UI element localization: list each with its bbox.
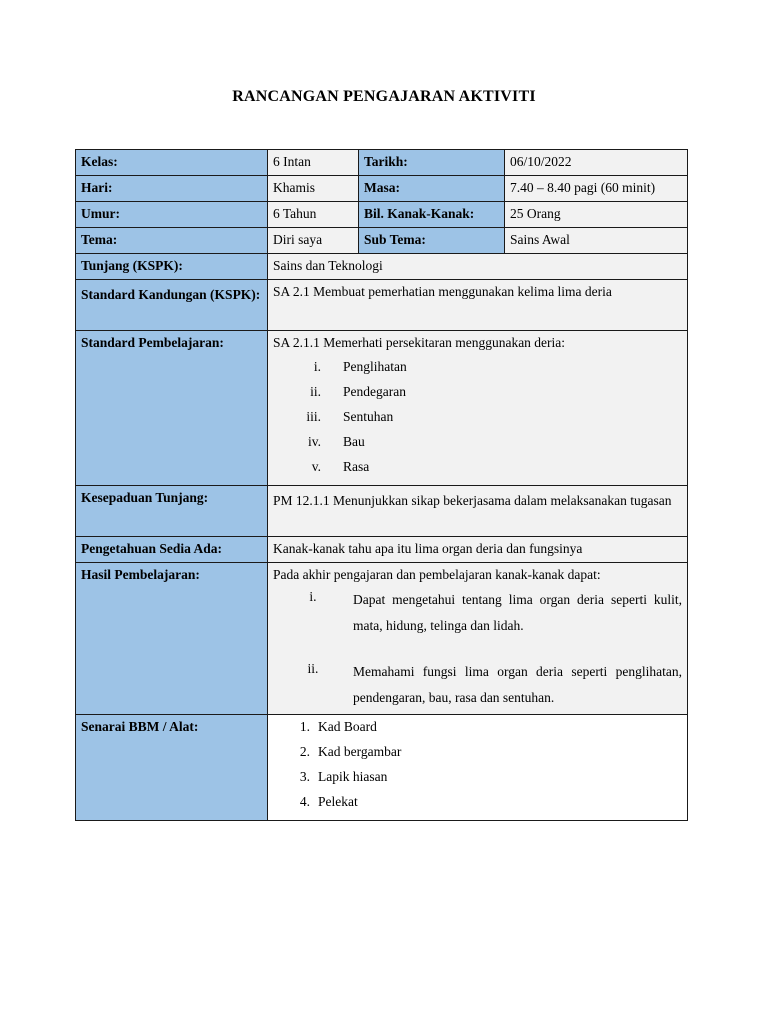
list-item-number: v. xyxy=(311,459,321,474)
list-item-number: ii. xyxy=(310,384,321,399)
bbm-list xyxy=(273,717,682,817)
list-item-text: Lapik hiasan xyxy=(318,769,388,784)
umur-value: 6 Tahun xyxy=(268,202,359,228)
standard-pembelajaran-value xyxy=(268,331,688,486)
list-item-text: Penglihatan xyxy=(343,359,407,374)
standard-pembelajaran-label: Standard Pembelajaran: xyxy=(76,331,268,486)
bil-kanak-label: Bil. Kanak-Kanak: xyxy=(359,202,505,228)
list-item xyxy=(273,382,682,407)
list-item-text: Kad Board xyxy=(318,719,377,734)
list-item-number: iv. xyxy=(308,434,321,449)
list-item-text: Memahami fungsi lima organ deria seperti penglihatan, pendengaran, bau, rasa dan sentuhan. xyxy=(353,664,682,705)
hasil-pembelajaran-value xyxy=(268,563,688,715)
umur-label: Umur: xyxy=(76,202,268,228)
lesson-plan-table xyxy=(75,149,688,821)
hasil-pembelajaran-label: Hasil Pembelajaran: xyxy=(76,563,268,715)
table-row xyxy=(76,176,688,202)
list-item-number: i. xyxy=(313,359,321,374)
list-item-number: 2. xyxy=(299,744,310,759)
tunjang-value: Sains dan Teknologi xyxy=(268,254,688,280)
table-row xyxy=(76,715,688,821)
senarai-bbm-value xyxy=(268,715,688,821)
list-item-text: Sentuhan xyxy=(343,409,394,424)
list-item-text: Bau xyxy=(343,434,365,449)
hari-label: Hari: xyxy=(76,176,268,202)
list-item-text: Kad bergambar xyxy=(318,744,402,759)
list-item-text: Pelekat xyxy=(318,794,358,809)
list-item xyxy=(273,792,682,817)
list-item-number: 3. xyxy=(299,769,310,784)
list-item xyxy=(273,457,682,482)
tarikh-label: Tarikh: xyxy=(359,150,505,176)
table-row xyxy=(76,254,688,280)
kelas-label: Kelas: xyxy=(76,150,268,176)
list-item-text: Pendegaran xyxy=(343,384,406,399)
tema-label: Tema: xyxy=(76,228,268,254)
bil-kanak-value: 25 Orang xyxy=(505,202,688,228)
table-row xyxy=(76,202,688,228)
pengetahuan-label: Pengetahuan Sedia Ada: xyxy=(76,537,268,563)
list-item xyxy=(273,742,682,767)
table-row xyxy=(76,563,688,715)
table-row xyxy=(76,331,688,486)
kelas-value: 6 Intan xyxy=(268,150,359,176)
tema-value: Diri saya xyxy=(268,228,359,254)
senarai-bbm-label: Senarai BBM / Alat: xyxy=(76,715,268,821)
list-item xyxy=(273,432,682,457)
masa-label: Masa: xyxy=(359,176,505,202)
pengetahuan-value: Kanak-kanak tahu apa itu lima organ deria dan fungsinya xyxy=(268,537,688,563)
document-title: RANCANGAN PENGAJARAN AKTIVITI xyxy=(232,88,536,105)
list-item xyxy=(273,767,682,792)
list-item xyxy=(273,357,682,382)
deria-list xyxy=(273,357,682,482)
list-item xyxy=(273,587,682,639)
standard-pembelajaran-intro: SA 2.1.1 Memerhati persekitaran menggunakan deria: xyxy=(273,335,566,350)
table-row xyxy=(76,228,688,254)
list-item-number: 4. xyxy=(299,794,310,809)
tarikh-value: 06/10/2022 xyxy=(505,150,688,176)
list-item xyxy=(273,407,682,432)
tunjang-label: Tunjang (KSPK): xyxy=(76,254,268,280)
hasil-list xyxy=(273,587,682,711)
list-item xyxy=(273,717,682,742)
masa-value: 7.40 – 8.40 pagi (60 minit) xyxy=(505,176,688,202)
table-row xyxy=(76,150,688,176)
list-item-text: Dapat mengetahui tentang lima organ deria seperti kulit, mata, hidung, telinga dan lidah. xyxy=(353,592,682,633)
list-item-number: ii. xyxy=(307,661,319,676)
hasil-intro: Pada akhir pengajaran dan pembelajaran kanak-kanak dapat: xyxy=(273,567,601,582)
list-item-number: iii. xyxy=(306,409,321,424)
kesepaduan-tunjang-label: Kesepaduan Tunjang: xyxy=(76,486,268,537)
table-row xyxy=(76,486,688,537)
standard-kandungan-value: SA 2.1 Membuat pemerhatian menggunakan kelima lima deria xyxy=(268,280,688,331)
sub-tema-label: Sub Tema: xyxy=(359,228,505,254)
list-item xyxy=(273,659,682,711)
hari-value: Khamis xyxy=(268,176,359,202)
list-item-number: i. xyxy=(309,589,317,604)
standard-kandungan-label: Standard Kandungan (KSPK): xyxy=(76,280,268,331)
sub-tema-value: Sains Awal xyxy=(505,228,688,254)
list-item-text: Rasa xyxy=(343,459,370,474)
table-row xyxy=(76,280,688,331)
list-item-number: 1. xyxy=(299,719,310,734)
table-row xyxy=(76,537,688,563)
kesepaduan-tunjang-value: PM 12.1.1 Menunjukkan sikap bekerjasama dalam melaksanakan tugasan xyxy=(268,486,688,537)
